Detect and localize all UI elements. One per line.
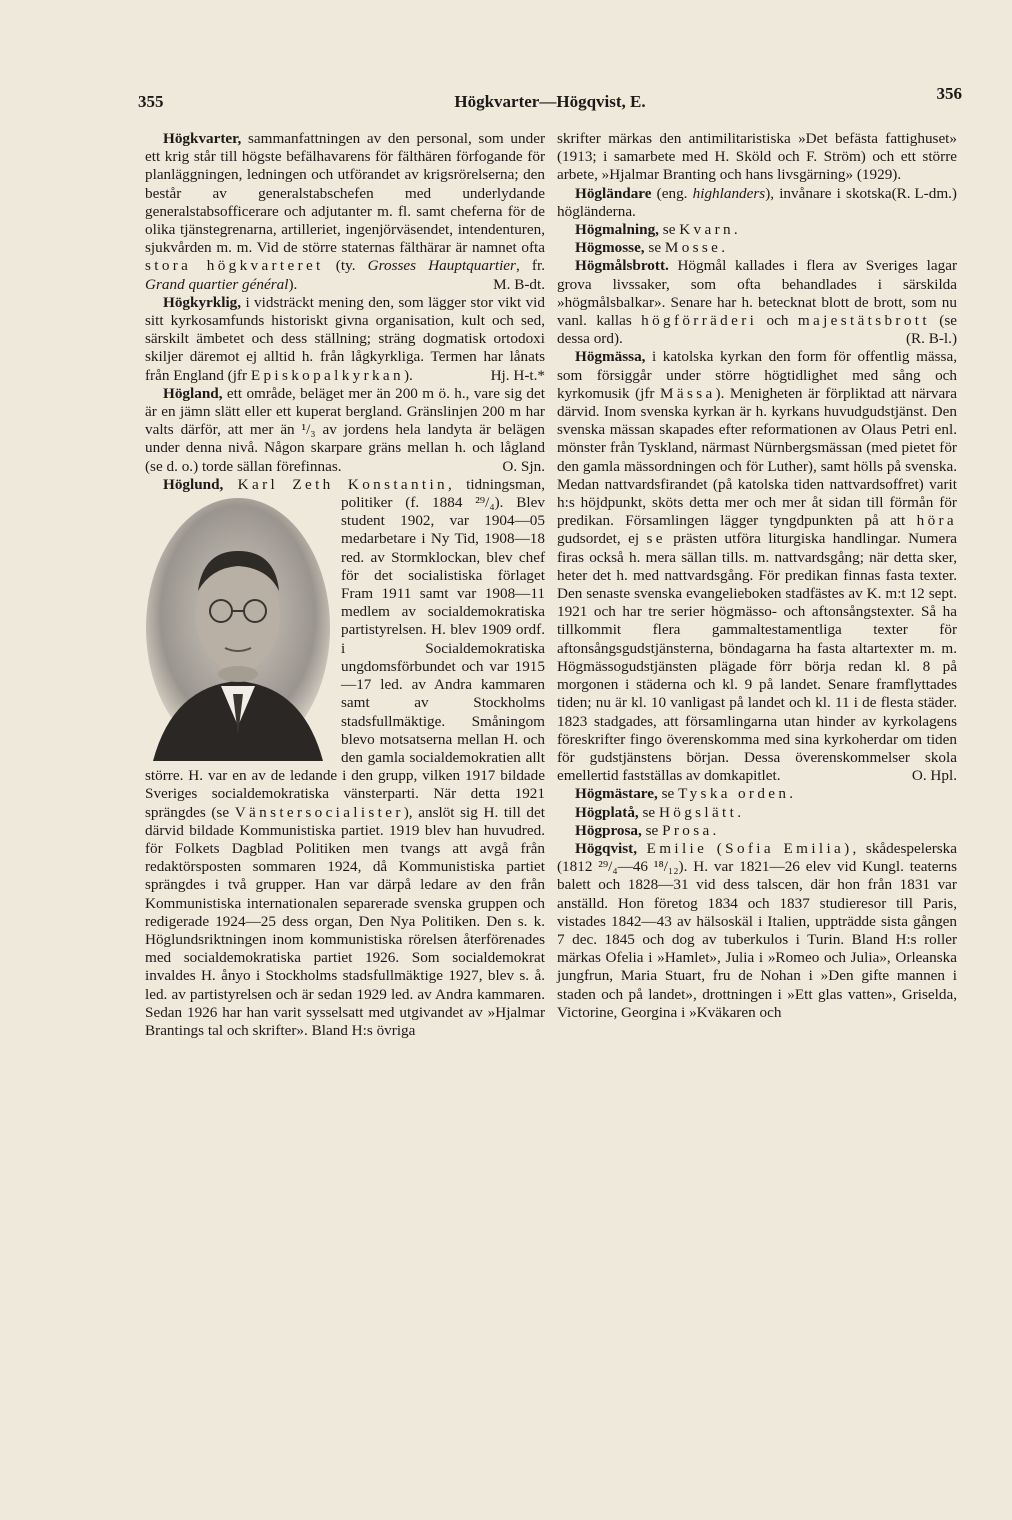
headword: Högqvist, xyxy=(575,839,638,857)
author-signature: (R. B-l.) xyxy=(905,330,957,348)
entry-hogkyrklig xyxy=(145,294,545,385)
headword: Högmalning, xyxy=(575,221,659,239)
headword: Högmässa, xyxy=(575,348,646,366)
entry-text: ). xyxy=(403,366,413,384)
italic-term: Grosses Hauptquartier xyxy=(367,257,516,275)
entry-text: . xyxy=(737,803,741,821)
author-signature: Hj. H-t.* xyxy=(490,366,545,384)
cross-reference: Prosa xyxy=(662,821,713,839)
portrait-photo xyxy=(143,496,333,761)
author-signature: (R. L-dm.) xyxy=(891,184,957,202)
entry-hogmosse xyxy=(557,239,957,257)
headword: Högland, xyxy=(163,384,223,402)
entry-text: ett område, beläget mer än 200 m ö. h., vare sig det är en jämn slätt eller ett kuperat bergland. Gränslinjen 200 m har valts därför, att mer än ¹/₃ av jordens hela landyta är belägen under denna nivå. Någon skarpare gräns mellan h. och lågland (se d. o.) torde sällan förefinnas. xyxy=(145,384,545,475)
entry-text: gudsordet, ej xyxy=(557,530,647,548)
page-header xyxy=(138,84,962,118)
cross-reference: Tyska orden xyxy=(678,785,790,803)
headword: Högmosse, xyxy=(575,239,645,257)
headword: Högkvarter, xyxy=(163,130,242,147)
entry-hoglund xyxy=(145,476,545,1040)
cross-reference: Kvarn xyxy=(679,221,734,239)
entry-text: i vidsträckt mening den, som lägger stor vikt vid sitt kyrkosamfunds historiskt givna organisation, kult och sed, särskilt ämbetet och dess ställning; sträng dogmatisk ortodoxi skiljer däremot ej alltid h. från lågkyrkliga. Termen har lånats från England (jfr xyxy=(145,293,545,384)
entry-text: ), anslöt sig H. till det därvid bildade Kommunistiska partiet. 1919 blev han huvudred. för Folkets Dagblad Politiken men tvangs att avgå från redaktörsposten sommaren 1924, då Kommunistiska partiet sprängdes i två grupper. Han var därpå ledare av den från Kommunistiska internationalen separerade svenska gruppen och redigerade 1924—25 dess organ, Den Nya Politiken. Den s. k. Höglundsriktningen inom kommunistiska rörelsen återförenades med socialdemokratiska partiet 1926. Som socialdemokrat invaldes H. ånyo i Stockholms stadsfullmäktige 1927, blev s. å. led. av partistyrelsen och är sedan 1929 led. av Andra kammaren. Sedan 1926 har han varit sysselsatt med utgivandet av »Hjalmar Brantings tal och skrifter». Bland H:s övriga xyxy=(145,803,545,1039)
running-title: Högkvarter—Högqvist, E. xyxy=(454,92,646,111)
entry-hogkvarter xyxy=(145,130,545,294)
entry-text: (eng. xyxy=(651,184,693,202)
headword: Högländare xyxy=(575,184,652,202)
entry-text: prästen utföra liturgiska handlingar. Numera firas också h. mera sällan tills. m. nattvardsgång; när detta sker, heter det h. med nattvardsgång. För predikan finnas fasta texter. Den senaste svenska evangelieboken stadfästes av K. m:t 12 sept. 1921 och har tre serier högmässo- och aftonsångstexter. Så ha tillkommit flera gammaltestamentliga texter för aftonsångsgudstjänsterna, böndagarna ha fasta altartexter m. m. Högmässogudstjänsten plägade förr börja redan kl. 8 på morgonen i städerna och kl. 9 på landet. Senare framflyttades tiden; nu är kl. 10 vanligast på landet och kl. 11 i de flesta städer. 1823 stadgades, att församlingarna utan hinder av kyrkolagens föreskrifter fingo överenskomma med sina kyrkoherdar om tiden för gudstjänstens början. Dessa överenskommelser skola emellertid fastställas av domkapitlet. xyxy=(557,530,957,785)
cross-reference: Högslätt xyxy=(658,803,738,821)
author-signature: M. B-dt. xyxy=(493,275,545,293)
entry-hogmalsbrott xyxy=(557,257,957,348)
cross-reference: Mosse xyxy=(664,239,722,257)
entry-text: sammanfattningen av den personal, som under ett krig står till högste befälhavarens för fälthären förfogande för planläggningen, ledningen och utförandet av krigsrörelserna; den består av generalstabschefen med underlydande generalstabsofficerare och adjutanter m. fl. samt cheferna för de olika tjänstegrenarna, artilleriet, ingenjörväsendet, intendenturen, sjukvården m. m. Vid de större staternas fälthärar är namnet ofta xyxy=(145,130,545,257)
headword: Högmålsbrott. xyxy=(575,257,669,275)
entry-text: . xyxy=(721,239,726,257)
entry-hogplata xyxy=(557,804,957,822)
left-column xyxy=(145,130,545,1040)
spaced-term: Episkopalkyrkan xyxy=(250,366,404,384)
spaced-term: höra xyxy=(916,512,957,530)
spaced-term: Vänstersocialister xyxy=(234,803,404,821)
spaced-term: se xyxy=(646,530,666,548)
entry-text: i katolska kyrkan den form för offentlig mässa, som försiggår under större högtidlighet med sång och kyrkomusik (jfr xyxy=(557,348,957,402)
entry-text: se xyxy=(641,821,663,839)
entry-hogmalning xyxy=(557,221,957,239)
entry-text: se xyxy=(657,785,679,803)
headword: Högprosa, xyxy=(575,821,642,839)
right-column xyxy=(557,130,957,1022)
headword: Högkyrklig, xyxy=(163,293,242,311)
headword: Högmästare, xyxy=(575,785,658,803)
entry-text: , fr. xyxy=(515,257,545,275)
entry-text: (ty. xyxy=(323,257,368,275)
entry-text: . xyxy=(712,821,717,839)
headword: Höglund, xyxy=(163,475,224,493)
entry-text: och xyxy=(757,312,798,330)
entry-text: skrifter märkas den antimilitaristiska »Det befästa fattighuset» (1913; i samarbete med H. Sköld och F. Ström) och ett större arbete, »Hjalmar Branting och hans livsgärning» (1929). xyxy=(557,130,957,184)
spaced-term: majestätsbrott xyxy=(797,312,930,330)
headword: Högplatå, xyxy=(575,803,639,821)
entry-hogprosa xyxy=(557,822,957,840)
spaced-name: Emilie (Sofia Emilia), xyxy=(637,839,860,857)
author-signature: O. Hpl. xyxy=(911,767,957,785)
entry-text: se xyxy=(638,803,659,821)
entry-text: skådespelerska (1812 ²⁹/₄—46 ¹⁸/₁₂). H. var 1821—26 elev vid Kungl. teaterns balett och 1828—31 vid dess talscen, där hon från 1831 var anställd. Hon företog 1834 och 1837 studieresor till Paris, vistades 1842—43 av hälsoskäl i Italien, uppträdde sista gången 7 dec. 1845 och dog av tuberkulos i Turin. Bland H:s roller märkas Ofelia i »Hamlet», Julia i »Romeo och Julia», Orleanska jungfrun, Maria Stuart, fru de Nohan i »Den gifte mannen i staden och på landet», drottningen i »Ett glas vatten», Griselda, Victorine, Georgina i »Kväkaren och xyxy=(557,839,957,1021)
entry-text: ). xyxy=(288,275,298,293)
spaced-term: högförräderi xyxy=(641,312,758,330)
author-signature: O. Sjn. xyxy=(502,457,545,475)
entry-hogland xyxy=(145,385,545,476)
entry-text: ). Menigheten är förpliktad att närvara därvid. Inom svenska kyrkan är h. kyrkans huvudgudstjänst. Den svenska mässan skapades efter reformationen av Olaus Petri enl. mönster från Tyskland, närmast Nürnbergsmässan (med pietet för den gamla mässordningen och för Luther), samt hölls på svenska. Medan nattvardsfirandet (på katolska tiden nattvardsoffret) varit h:s höjdpunkt, sköts detta mer och mer åt sidan till förmån för predikan. Församlingen lägger tyngdpunkten på att xyxy=(557,384,957,530)
entry-hogmastare xyxy=(557,785,957,803)
cross-reference: Mässa xyxy=(660,384,716,402)
right-page-number: 356 xyxy=(936,84,962,103)
entry-text: ), invånare i skotska högländerna. xyxy=(557,184,892,220)
entry-text: . xyxy=(789,785,794,803)
spaced-name: Karl Zeth Konstantin, xyxy=(223,475,456,493)
left-page-number: 355 xyxy=(138,92,164,111)
entry-text: se xyxy=(658,221,680,239)
entry-text: tidningsman, politiker (f. 1884 ²⁹/₄). Blev student 1902, var 1904—05 medarbetare i Ny Tid, 1908—18 red. av Stormklockan, blev chef för det socialistiska förlaget Fram 1911 samt var 1908—11 medlem av socialdemokratiska partistyrelsen. H. blev 1909 ordf. i Socialdemokratiska ungdomsförbundet och var 1915—17 led. av Andra kammaren samt av Stockholms stadsfullmäktige. Småningom blevo motsatserna mellan H. och den gamla socialdemokratien allt större. H. var en av de ledande i den grupp, vilken 1917 bildade Sveriges socialdemokratiska vänsterparti. När detta 1921 sprängdes (se xyxy=(145,475,545,821)
entry-text: se xyxy=(644,239,665,257)
entry-text: (se dessa ord). xyxy=(557,312,957,348)
entry-text: Högmål kallades i flera av Sveriges lagar grova livssaker, som ofta behandlades i särskilda »högmålsbalkar». Senare har h. betecknat blott de brott, som nu vanl. kallas xyxy=(557,257,957,330)
italic-term: Grand quartier général xyxy=(145,275,289,293)
entry-hogmassa xyxy=(557,348,957,785)
italic-term: highlanders xyxy=(692,184,766,202)
spaced-term: stora högkvarteret xyxy=(145,257,324,275)
entry-hogqvist xyxy=(557,840,957,1022)
entry-text: . xyxy=(733,221,738,239)
